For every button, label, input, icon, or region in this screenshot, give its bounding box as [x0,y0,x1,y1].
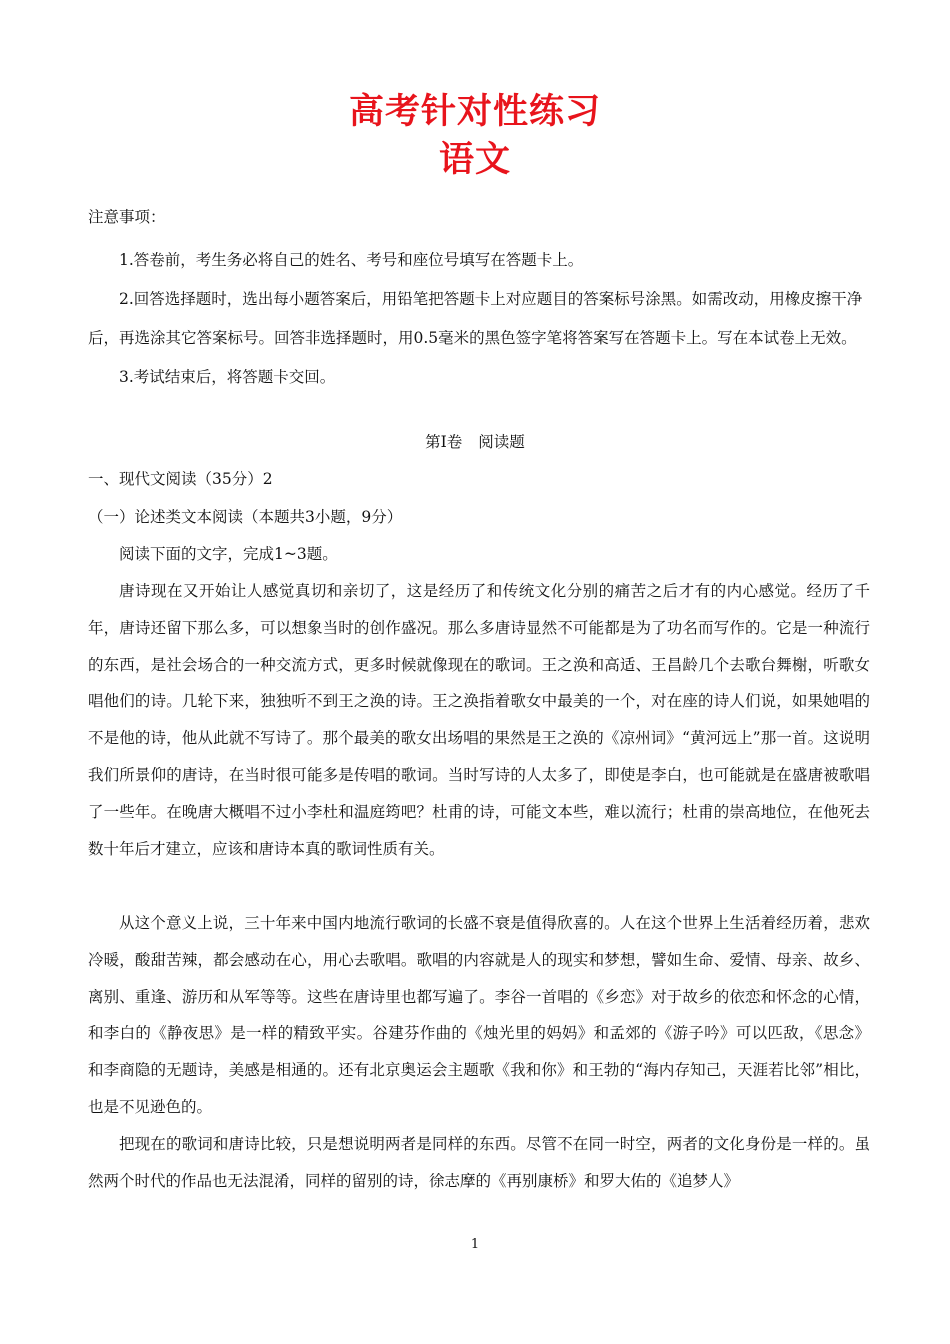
reading-instruction: 阅读下面的文字，完成1~3题。 [119,545,338,563]
note-item-3: 3.考试结束后，将答题卡交回。 [119,368,336,386]
section-volume: 第Ⅰ卷 [425,433,463,451]
notes-label: 注意事项： [88,208,166,226]
passage-paragraph-3 [88,1126,870,1200]
note-item-1: 1.答卷前，考生务必将自己的姓名、考号和座位号填写在答题卡上。 [119,251,584,269]
part-heading: 一、现代文阅读（35分）2 [88,470,273,488]
note-item-2: 2.回答选择题时，选出每小题答案后，用铅笔把答题卡上对应题目的答案标号涂黑。如需改动，用橡皮擦干净后，再选涂其它答案标号。回答非选择题时，用0.5毫米的黑色签字笔将答案写在答题卡上。写在本试卷上无效。 [88,290,863,347]
section-name: 阅读题 [478,433,525,451]
document-subject: 语文 [438,140,511,180]
passage-paragraph-2 [88,905,870,1126]
paragraph-text: 从这个意义上说，三十年来中国内地流行歌词的长盛不衰是值得欣喜的。人在这个世界上生活着经历着，悲欢冷暖，酸甜苦辣，都会感动在心，用心去歌唱。歌唱的内容就是人的现实和梦想，譬如生命、爱情、母亲、故乡、离别、重逢、游历和从军等等。这些在唐诗里也都写遍了。李谷一首唱的《乡恋》对于故乡的依恋和怀念的心情，和李白的《静夜思》是一样的精致平实。谷建芬作曲的《烛光里的妈妈》和孟郊的《游子吟》可以匹敌，《思念》和李商隐的无题诗，美感是相通的。还有北京奥运会主题歌《我和你》和王勃的“海内存知己，天涯若比邻”相比，也是不见逊色的。 [88,914,870,1116]
subsection-heading: （一）论述类文本阅读（本题共3小题，9分） [88,508,403,526]
document-title: 高考针对性练习 [348,92,601,132]
paragraph-text: 把现在的歌词和唐诗比较，只是想说明两者是同样的东西。尽管不在同一时空，两者的文化身份是一样的。虽然两个时代的作品也无法混淆，同样的留别的诗，徐志摩的《再别康桥》和罗大佑的《追梦人》 [88,1135,870,1190]
passage-paragraph-1 [88,573,870,867]
section-title [0,431,950,453]
exam-notes [88,206,878,397]
paragraph-text: 唐诗现在又开始让人感觉真切和亲切了，这是经历了和传统文化分别的痛苦之后才有的内心感觉。经历了千年，唐诗还留下那么多，可以想象当时的创作盛况。那么多唐诗显然不可能都是为了功名而写作的。它是一种流行的东西，是社会场合的一种交流方式，更多时候就像现在的歌词。王之涣和高适、王昌龄几个去歌台舞榭，听歌女唱他们的诗。几轮下来，独独听不到王之涣的诗。王之涣指着歌女中最美的一个，对在座的诗人们说，如果她唱的不是他的诗，他从此就不写诗了。那个最美的歌女出场唱的果然是王之涣的《凉州词》“黄河远上”那一首。这说明我们所景仰的唐诗，在当时很可能多是传唱的歌词。当时写诗的人太多了，即使是李白，也可能就是在盛唐被歌唱了一些年。在晚唐大概唱不过小李杜和温庭筠吧？杜甫的诗，可能文本些，难以流行；杜甫的崇高地位，在他死去数十年后才建立，应该和唐诗本真的歌词性质有关。 [88,582,870,858]
page-number: 1 [470,1237,480,1252]
